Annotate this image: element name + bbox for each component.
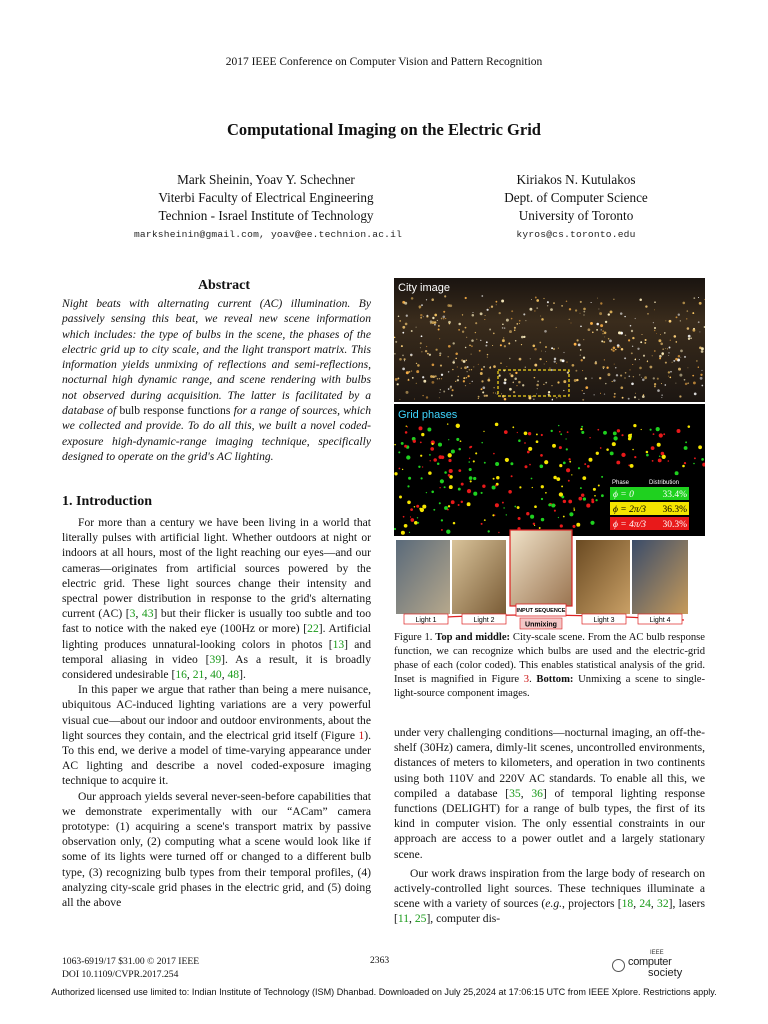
right-paragraph-1: under very challenging conditions—nocturnal imaging, an off-the-shelf (30Hz) camera, dimly-lit scenes, uncontrolled environments, distances of meters to kilometers, and operation in two continents using both 110V and 220V AC standards. To enable all this, we compiled a database [35, 36] of temporal lighting response functions (DELIGHT) for a range of bulb types, the first of its kind in computer vision. The only essential constraints in our approach are access to a power outlet and a largely stationary scene. (394, 726, 706, 861)
affiliation-left-2: Technion - Israel Institute of Technology (158, 208, 374, 223)
light-label: Light 4 (649, 617, 671, 624)
input-photo (510, 530, 572, 606)
phase-legend-row (610, 502, 689, 515)
input-sequence-label: INPUT SEQUENCE (516, 608, 566, 614)
figure-link[interactable]: 3 (523, 674, 530, 685)
citation-link[interactable]: 40 (210, 668, 222, 682)
abstract-heading: Abstract (197, 278, 251, 293)
intro-paragraph-3: Our approach yields several never-seen-before capabilities that we demonstrate experimentally with our “ACam” camera prototype: (1) acquiring a scene's transport matrix by passive observation only, (2) computing what a scene would look like if some of its lights were turned off or changed to a different bulb type, (3) recognizing bulb types from their temporal profiles, (4) analyzing city-scale grid phases in the electric grid, and (5) doing all the above (62, 789, 371, 910)
light-3-photo (576, 540, 630, 614)
citation-link[interactable]: 22 (307, 622, 319, 636)
abstract-text: Night beats with alternating current (AC) illumination. By passively sensing this beat, we reveal new scene information which includes: the type of bulbs in the scene, the phases of the electric grid up to city scale, and the light transport matrix. This information yields unmixing of reflections and semi-reflections, nocturnal high dynamic range, and scene rendering with bulbs not observed during acquisition. The latter is facilitated by a database of bulb response functions for a range of sources, which we collected and provide. To do all this, we built a novel coded-exposure high-dynamic-range imaging technique, specifically designed to operate on the grid's AC lighting. (62, 297, 371, 463)
phase-value: ϕ = 4π/3 (613, 520, 646, 530)
author-names-right: Kiriakos N. Kutulakos (516, 172, 636, 187)
license-notice: Authorized licensed use limited to: Indian Institute of Technology (ISM) Dhanbad. Downloaded on July 25,2024 at 17:06:15 UTC from IEEE Xplore. Restrictions apply. (51, 987, 717, 997)
citation-link[interactable]: 16 (175, 668, 187, 682)
light-4-photo (632, 540, 688, 614)
emails-right: kyros@cs.toronto.edu (516, 229, 636, 240)
phase-value: ϕ = 0 (613, 490, 634, 500)
city-image-label: City image (398, 282, 450, 294)
light-2-photo (452, 540, 506, 614)
phase-percentage: 30.3% (662, 520, 687, 530)
distribution-header: Distribution (649, 480, 680, 486)
footer-info (62, 955, 199, 981)
doi-line: DOI 10.1109/CVPR.2017.254 (62, 969, 179, 980)
ieee-computer-society-logo: IEEE computer society (612, 951, 708, 981)
citation-link[interactable]: 18 (621, 897, 634, 911)
phase-value: ϕ = 2π/3 (613, 505, 646, 515)
intro-paragraph-2: In this paper we argue that rather than being a mere nuisance, ubiquitous AC-induced lighting variations are a very powerful visual cue—about our indoor and outdoor environments, about the light sources they contain, and the electrical grid itself (Figure 1). To this end, we derive a model of time-varying appearance under AC lighting and describe a novel coded-exposure imaging technique to acquire it. (62, 683, 371, 788)
intro-body (62, 515, 371, 910)
affiliation-right-2: University of Toronto (518, 208, 634, 223)
right-paragraph-2: Our work draws inspiration from the large body of research on actively-controlled light sources. These techniques illuminate a scene with a variety of sources (e.g., projectors [18, 24, 32], lasers [11, 25], computer dis- (394, 866, 706, 926)
citation-link[interactable]: 48 (227, 668, 240, 682)
authors-left (116, 171, 416, 225)
issn-line: 1063-6919/17 $31.00 © 2017 IEEE (62, 956, 200, 967)
intro-heading: 1. Introduction (62, 494, 152, 509)
citation-link[interactable]: 11 (397, 912, 410, 926)
citation-link[interactable]: 39 (209, 652, 222, 666)
light-label: Light 1 (415, 617, 437, 624)
unmixing-label: Unmixing (525, 621, 557, 629)
citation-link[interactable]: 21 (192, 668, 205, 682)
grid-phases-panel (394, 404, 705, 536)
light-label: Light 2 (473, 617, 495, 624)
citation-link[interactable]: 32 (657, 897, 669, 911)
phase-header: Phase (612, 480, 630, 486)
author-names-left: Mark Sheinin, Yoav Y. Schechner (177, 172, 355, 187)
unmixing-panel (394, 530, 705, 630)
citation-link[interactable]: 13 (332, 637, 345, 651)
authors-right (456, 171, 696, 225)
citation-link[interactable]: 24 (639, 897, 651, 911)
citation-link[interactable]: 35 (509, 786, 521, 800)
page-number: 2363 (370, 955, 390, 966)
figure-link[interactable]: 1 (358, 728, 365, 742)
figure-1 (394, 278, 705, 630)
phase-percentage: 36.3% (662, 505, 687, 515)
phase-legend-row (610, 487, 689, 500)
light-1-photo (396, 540, 450, 614)
emails-left: marksheinin@gmail.com, yoav@ee.technion.ac.il (133, 229, 403, 240)
affiliation-right-1: Dept. of Computer Science (504, 190, 648, 205)
phase-legend (610, 480, 689, 530)
citation-link[interactable]: 3 (129, 607, 136, 621)
citation-link[interactable]: 36 (531, 786, 543, 800)
grid-phases-label: Grid phases (398, 409, 458, 421)
right-column-body (394, 725, 705, 927)
globe-icon (612, 959, 625, 972)
conference-header: 2017 IEEE Conference on Computer Vision and Pattern Recognition (225, 56, 543, 68)
intro-paragraph-1: For more than a century we have been living in a world that literally pulses with artificial light. Whether outdoors at night or indoors at all hours, most of the light reaching our eyes—and our cameras—originates from artificial sources powered by the electric grid. These light sources change their intensity and spectral power distribution in response to the grid's alternating current (AC) [3, 43] but their flicker is usually too subtle and too fast to notice with the naked eye (100Hz or more) [22]. Artificial lighting produces unnatural-looking colors in photos [13] and temporal aliasing in video [39]. As a result, it is broadly considered undesirable [16, 21, 40, 48]. (62, 516, 371, 682)
citation-link[interactable]: 25 (414, 912, 427, 926)
paper-title: Computational Imaging on the Electric Grid (227, 120, 541, 139)
city-image-panel (394, 278, 705, 402)
affiliation-left-1: Viterbi Faculty of Electrical Engineering (158, 190, 374, 205)
figure-caption: Figure 1. Top and middle: City-scale scene. From the AC bulb response function, we can recognize which bulbs are used and the electric-grid phase of each (color coded). This enables statistical analysis of the grid. Inset is magnified in Figure 3. Bottom: Unmixing a scene to single-light-source component images. (394, 632, 706, 699)
phase-percentage: 33.4% (662, 490, 687, 500)
citation-link[interactable]: 43 (141, 607, 154, 621)
phase-legend-row (610, 517, 689, 530)
light-label: Light 3 (593, 617, 615, 624)
